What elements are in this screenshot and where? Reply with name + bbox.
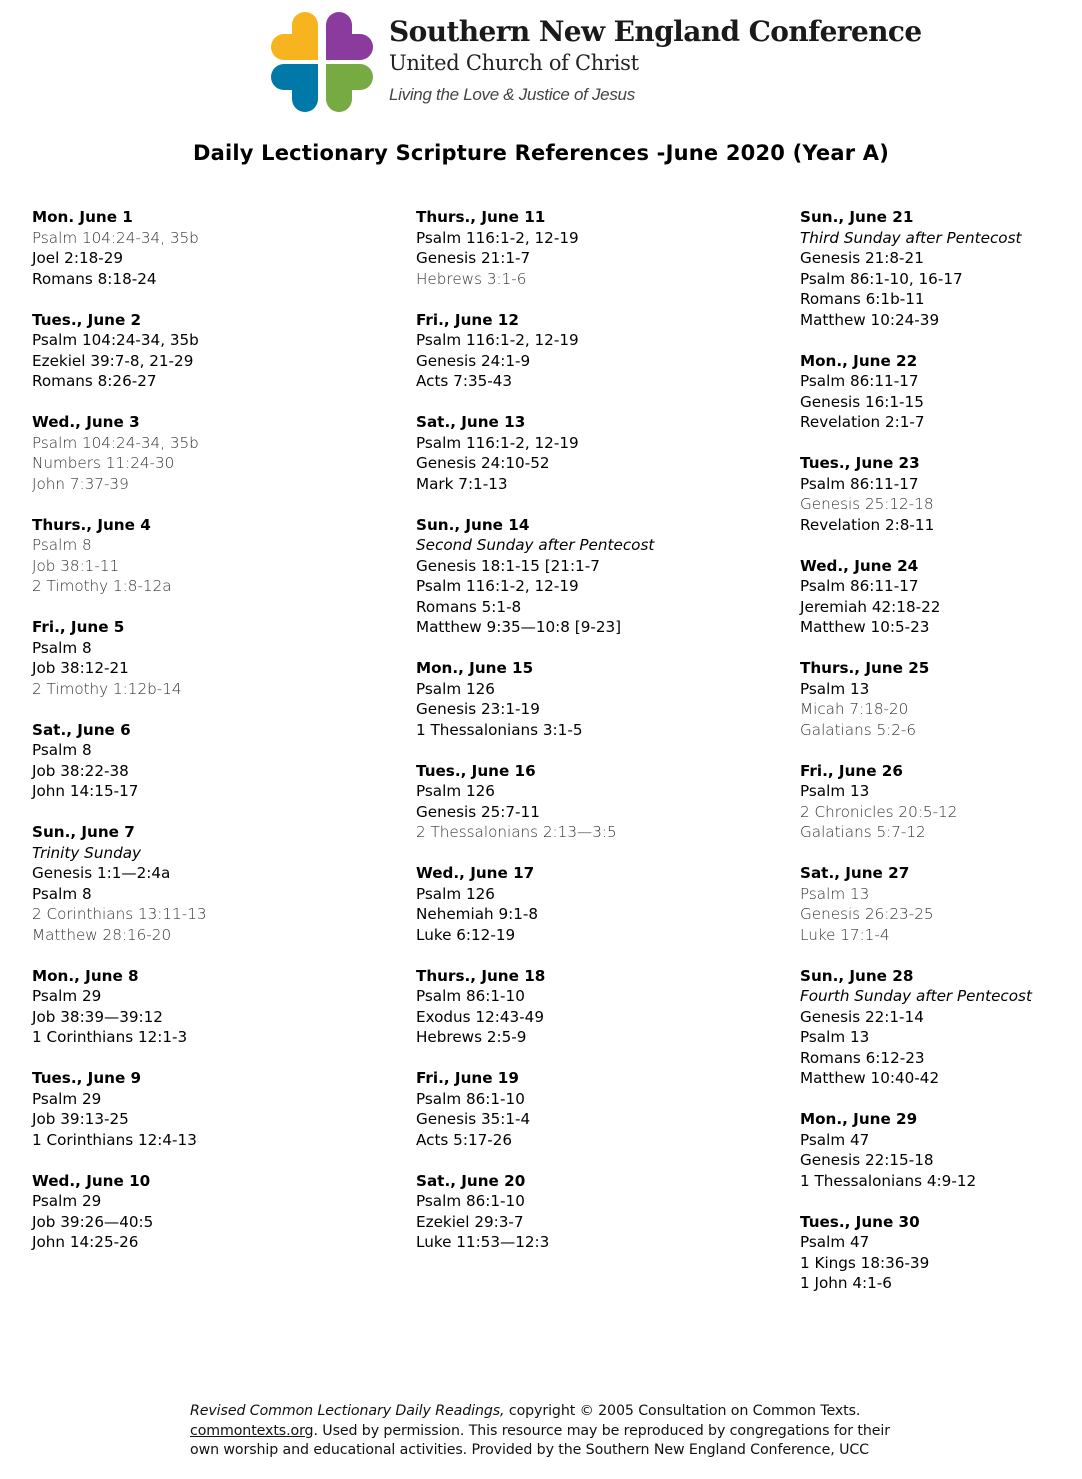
- scripture-reading: Matthew 9:35—10:8 [9-23]: [416, 618, 622, 636]
- scripture-reading: Job 38:1-11: [32, 556, 120, 575]
- scripture-reading: Romans 8:18-24: [32, 269, 157, 288]
- scripture-reading: Micah 7:18-20: [800, 700, 909, 718]
- day-entry: [416, 658, 654, 740]
- day-entry: [800, 453, 1032, 535]
- scripture-reading: Psalm 29: [32, 987, 102, 1005]
- scripture-reading: Romans 8:26-27: [32, 372, 157, 390]
- scripture-reading: Psalm 13: [800, 1028, 870, 1046]
- footer-line-2: [190, 1422, 890, 1442]
- day-entry: [32, 1068, 207, 1150]
- day-entry: [416, 1171, 654, 1253]
- liturgical-occasion: Third Sunday after Pentecost: [800, 228, 1022, 247]
- scripture-reading: Psalm 86:1-10: [416, 1089, 525, 1108]
- day-heading: Wed., June 24: [800, 556, 919, 575]
- scripture-reading: Revelation 2:1-7: [800, 413, 925, 431]
- scripture-reading: Psalm 29: [32, 1089, 102, 1108]
- day-heading: Fri., June 5: [32, 618, 125, 636]
- day-entry: [416, 863, 654, 945]
- day-heading: Tues., June 9: [32, 1069, 142, 1087]
- scripture-reading: Galatians 5:2-6: [800, 720, 917, 739]
- scripture-reading: 1 Thessalonians 4:9-12: [800, 1171, 977, 1190]
- logo-heart-blue: [271, 64, 318, 112]
- scripture-reading: Romans 5:1-8: [416, 597, 522, 616]
- day-entry: [416, 310, 654, 392]
- scripture-reading: Psalm 86:11-17: [800, 474, 919, 493]
- scripture-reading: Psalm 126: [416, 884, 495, 903]
- day-entry: [32, 720, 207, 802]
- day-entry: [800, 966, 1032, 1089]
- scripture-reading: Romans 6:1b-11: [800, 290, 925, 308]
- scripture-reading: Psalm 47: [800, 1233, 870, 1251]
- day-entry: [32, 966, 207, 1048]
- scripture-reading: Psalm 8: [32, 884, 92, 903]
- day-entry: [416, 1068, 654, 1150]
- day-heading: Tues., June 30: [800, 1212, 920, 1231]
- day-entry: [32, 515, 207, 597]
- footer-credits: [190, 1402, 890, 1461]
- scripture-reading: Genesis 25:7-11: [416, 802, 540, 821]
- day-entry: [32, 310, 207, 392]
- day-entry: [800, 351, 1032, 433]
- organization-name: Southern New England Conference: [389, 15, 922, 48]
- day-heading: Wed., June 10: [32, 1171, 151, 1190]
- day-heading: Tues., June 2: [32, 310, 142, 329]
- scripture-reading: Ezekiel 39:7-8, 21-29: [32, 351, 194, 370]
- scripture-reading: Genesis 1:1—2:4a: [32, 864, 171, 882]
- scripture-reading: Psalm 116:1-2, 12-19: [416, 228, 579, 247]
- scripture-reading: John 14:25-26: [32, 1233, 139, 1251]
- scripture-reading: Psalm 47: [800, 1130, 870, 1149]
- scripture-reading: Matthew 10:40-42: [800, 1069, 940, 1087]
- footer-source-title: Revised Common Lectionary Daily Readings,: [190, 1403, 505, 1419]
- day-heading: Sat., June 20: [416, 1171, 526, 1190]
- day-entry: [32, 1171, 207, 1253]
- day-heading: Thurs., June 11: [416, 208, 546, 226]
- scripture-reading: Hebrews 3:1-6: [416, 269, 527, 288]
- organization-block: [389, 14, 922, 108]
- scripture-reading: Psalm 116:1-2, 12-19: [416, 331, 579, 349]
- scripture-reading: 1 Corinthians 12:4-13: [32, 1130, 197, 1149]
- day-heading: Mon. June 1: [32, 208, 133, 226]
- scripture-reading: Genesis 21:8-21: [800, 249, 924, 267]
- day-heading: Mon., June 8: [32, 966, 139, 985]
- organization-subtitle: United Church of Christ: [389, 51, 639, 75]
- day-heading: Mon., June 22: [800, 351, 918, 370]
- scripture-reading: 2 Corinthians 13:11-13: [32, 905, 207, 923]
- day-heading: Fri., June 12: [416, 310, 519, 329]
- day-heading: Mon., June 15: [416, 659, 534, 677]
- day-entry: [800, 1212, 1032, 1294]
- scripture-reading: Psalm 104:24-34, 35b: [32, 331, 199, 349]
- day-entry: [32, 617, 207, 699]
- day-entry: [800, 556, 1032, 638]
- scripture-reading: Genesis 24:10-52: [416, 454, 550, 472]
- scripture-reading: Matthew 28:16-20: [32, 925, 172, 944]
- scripture-reading: Mark 7:1-13: [416, 474, 508, 493]
- scripture-reading: Job 39:26—40:5: [32, 1212, 154, 1231]
- scripture-reading: Genesis 26:23-25: [800, 905, 934, 923]
- column-3: [800, 207, 1032, 1314]
- day-entry: [800, 658, 1032, 740]
- day-entry: [416, 966, 654, 1048]
- scripture-reading: 1 Corinthians 12:1-3: [32, 1028, 188, 1046]
- scripture-reading: 2 Thessalonians 2:13—3:5: [416, 823, 617, 841]
- day-heading: Fri., June 26: [800, 761, 903, 780]
- scripture-reading: Nehemiah 9:1-8: [416, 905, 539, 923]
- day-entry: [32, 412, 207, 494]
- day-heading: Sat., June 6: [32, 720, 131, 739]
- day-entry: [32, 207, 207, 289]
- scripture-reading: 2 Timothy 1:8-12a: [32, 577, 172, 595]
- day-heading: Wed., June 17: [416, 864, 535, 882]
- scripture-reading: Genesis 18:1-15 [21:1-7: [416, 556, 600, 575]
- scripture-reading: Matthew 10:24-39: [800, 310, 940, 329]
- scripture-reading: Matthew 10:5-23: [800, 618, 930, 636]
- column-1: [32, 207, 207, 1273]
- scripture-reading: Psalm 29: [32, 1192, 102, 1210]
- scripture-reading: Luke 11:53—12:3: [416, 1233, 550, 1251]
- day-heading: Sat., June 13: [416, 413, 526, 431]
- logo-heart-purple: [326, 12, 373, 60]
- logo-heart-green: [326, 64, 373, 112]
- page-title: Daily Lectionary Scripture References -June 2020 (Year A): [192, 141, 890, 165]
- scripture-reading: Genesis 25:12-18: [800, 495, 934, 513]
- scripture-reading: 2 Timothy 1:12b-14: [32, 679, 182, 698]
- scripture-reading: Psalm 8: [32, 741, 92, 759]
- day-heading: Sun., June 28: [800, 966, 914, 985]
- scripture-reading: Psalm 86:11-17: [800, 372, 919, 390]
- day-entry: [800, 1109, 1032, 1191]
- day-entry: [800, 207, 1032, 330]
- footer-copyright: copyright © 2005 Consultation on Common Texts.: [504, 1403, 861, 1419]
- scripture-reading: Genesis 24:1-9: [416, 351, 531, 370]
- scripture-reading: 1 Thessalonians 3:1-5: [416, 720, 583, 739]
- scripture-reading: Psalm 116:1-2, 12-19: [416, 433, 579, 452]
- scripture-reading: Ezekiel 29:3-7: [416, 1212, 524, 1231]
- scripture-reading: Job 38:22-38: [32, 761, 129, 780]
- footer-permission: . Used by permission. This resource may be reproduced by congregations for their: [313, 1422, 890, 1439]
- scripture-reading: Psalm 104:24-34, 35b: [32, 228, 199, 247]
- scripture-reading: Exodus 12:43-49: [416, 1007, 544, 1026]
- day-heading: Fri., June 19: [416, 1069, 519, 1087]
- scripture-reading: Psalm 13: [800, 884, 870, 903]
- day-heading: Mon., June 29: [800, 1110, 918, 1128]
- scripture-reading: Psalm 116:1-2, 12-19: [416, 577, 579, 595]
- scripture-reading: Genesis 35:1-4: [416, 1110, 531, 1128]
- column-2: [416, 207, 654, 1273]
- day-entry: [800, 761, 1032, 843]
- scripture-reading: Psalm 8: [32, 638, 92, 657]
- day-entry: [416, 515, 654, 638]
- scripture-reading: Psalm 86:1-10: [416, 987, 525, 1005]
- scripture-reading: Job 38:12-21: [32, 659, 129, 677]
- day-entry: [416, 207, 654, 289]
- day-heading: Tues., June 16: [416, 761, 536, 780]
- day-heading: Tues., June 23: [800, 454, 920, 472]
- conference-logo: [270, 11, 374, 113]
- scripture-reading: Luke 17:1-4: [800, 925, 890, 944]
- day-heading: Wed., June 3: [32, 413, 140, 431]
- scripture-reading: Luke 6:12-19: [416, 925, 516, 944]
- scripture-reading: Psalm 13: [800, 679, 870, 698]
- scripture-reading: Psalm 86:11-17: [800, 577, 919, 595]
- scripture-reading: Psalm 13: [800, 782, 870, 800]
- scripture-reading: Acts 5:17-26: [416, 1130, 513, 1149]
- liturgical-occasion: Fourth Sunday after Pentecost: [800, 987, 1032, 1005]
- liturgical-occasion: Second Sunday after Pentecost: [416, 536, 655, 554]
- day-heading: Thurs., June 4: [32, 515, 151, 534]
- scripture-reading: Genesis 23:1-19: [416, 700, 540, 718]
- scripture-reading: Revelation 2:8-11: [800, 515, 935, 534]
- scripture-reading: Hebrews 2:5-9: [416, 1028, 527, 1046]
- scripture-reading: Psalm 126: [416, 679, 495, 698]
- organization-tagline: Living the Love & Justice of Jesus: [389, 85, 635, 104]
- scripture-reading: Genesis 22:15-18: [800, 1151, 934, 1169]
- scripture-reading: Psalm 8: [32, 536, 92, 554]
- scripture-reading: Acts 7:35-43: [416, 372, 513, 390]
- scripture-reading: Numbers 11:24-30: [32, 454, 175, 472]
- footer-line-3: own worship and educational activities. Provided by the Southern New England Conference, UCC: [190, 1442, 869, 1458]
- scripture-reading: Jeremiah 42:18-22: [800, 597, 941, 616]
- scripture-reading: Galatians 5:7-12: [800, 823, 926, 841]
- scripture-reading: Genesis 22:1-14: [800, 1007, 924, 1026]
- scripture-reading: Genesis 21:1-7: [416, 249, 531, 267]
- scripture-reading: Joel 2:18-29: [32, 249, 124, 267]
- day-heading: Sun., June 7: [32, 823, 135, 841]
- scripture-reading: Genesis 16:1-15: [800, 392, 924, 411]
- footer-line-1: [190, 1402, 890, 1422]
- day-heading: Thurs., June 25: [800, 659, 930, 677]
- scripture-reading: 1 John 4:1-6: [800, 1274, 892, 1292]
- day-entry: [416, 761, 654, 843]
- scripture-reading: 1 Kings 18:36-39: [800, 1253, 930, 1272]
- day-heading: Sun., June 21: [800, 208, 914, 226]
- scripture-reading: 2 Chronicles 20:5-12: [800, 802, 958, 821]
- liturgical-occasion: Trinity Sunday: [32, 843, 142, 862]
- day-heading: Sat., June 27: [800, 864, 910, 882]
- day-entry: [800, 863, 1032, 945]
- scripture-reading: Psalm 86:1-10: [416, 1192, 525, 1210]
- scripture-reading: Psalm 126: [416, 782, 495, 800]
- day-heading: Sun., June 14: [416, 515, 530, 534]
- scripture-reading: John 14:15-17: [32, 782, 139, 800]
- day-entry: [32, 822, 207, 945]
- commontexts-link[interactable]: commontexts.org: [190, 1422, 314, 1439]
- scripture-reading: Romans 6:12-23: [800, 1048, 925, 1067]
- day-entry: [416, 412, 654, 494]
- scripture-reading: Job 39:13-25: [32, 1110, 129, 1128]
- day-heading: Thurs., June 18: [416, 966, 546, 985]
- scripture-reading: Psalm 86:1-10, 16-17: [800, 269, 963, 288]
- logo-heart-yellow: [271, 12, 318, 60]
- scripture-reading: Job 38:39—39:12: [32, 1007, 163, 1026]
- scripture-reading: John 7:37-39: [32, 474, 129, 493]
- scripture-reading: Psalm 104:24-34, 35b: [32, 433, 199, 452]
